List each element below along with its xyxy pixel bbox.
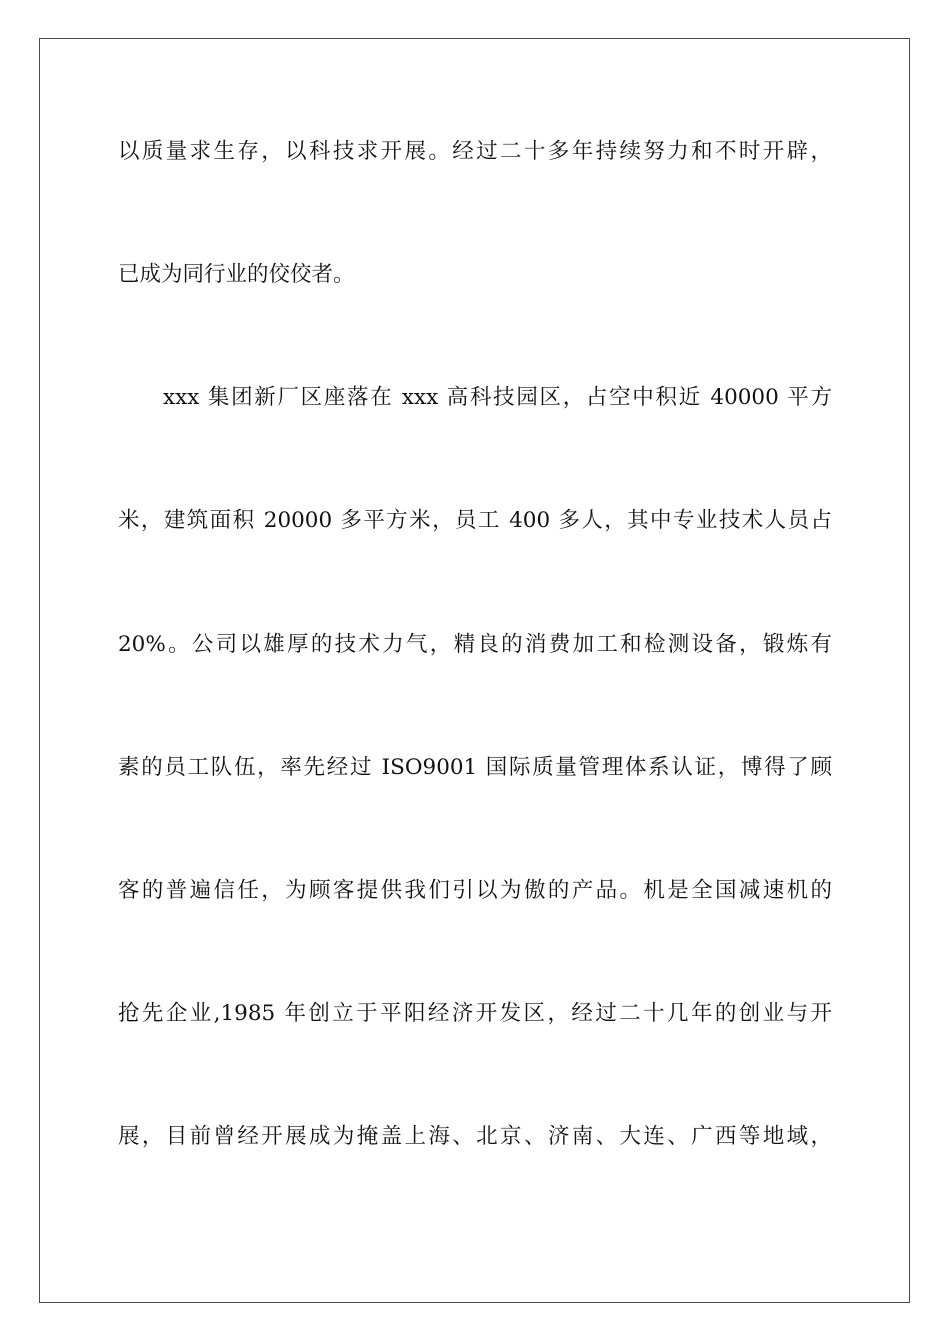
text-line-5: 20%。公司以雄厚的技术力气，精良的消费加工和检测设备，锻炼有 bbox=[118, 632, 832, 657]
text-line-9: 展，目前曾经开展成为掩盖上海、北京、济南、大连、广西等地域， bbox=[118, 1124, 832, 1149]
page-border bbox=[39, 38, 910, 1303]
text-line-8: 抢先企业,1985 年创立于平阳经济开发区，经过二十几年的创业与开 bbox=[118, 1001, 832, 1026]
text-line-1: 以质量求生存，以科技求开展。经过二十多年持续努力和不时开辟， bbox=[118, 139, 832, 164]
text-line-2: 已成为同行业的佼佼者。 bbox=[118, 262, 355, 287]
text-line-7: 客的普遍信任，为顾客提供我们引以为傲的产品。机是全国减速机的 bbox=[118, 878, 832, 903]
text-line-4: 米，建筑面积 20000 多平方米，员工 400 多人，其中专业技术人员占 bbox=[118, 508, 832, 533]
text-line-3: xxx 集团新厂区座落在 xxx 高科技园区，占空中积近 40000 平方 bbox=[163, 385, 832, 410]
text-line-6: 素的员工队伍，率先经过 ISO9001 国际质量管理体系认证，博得了顾 bbox=[118, 755, 832, 780]
